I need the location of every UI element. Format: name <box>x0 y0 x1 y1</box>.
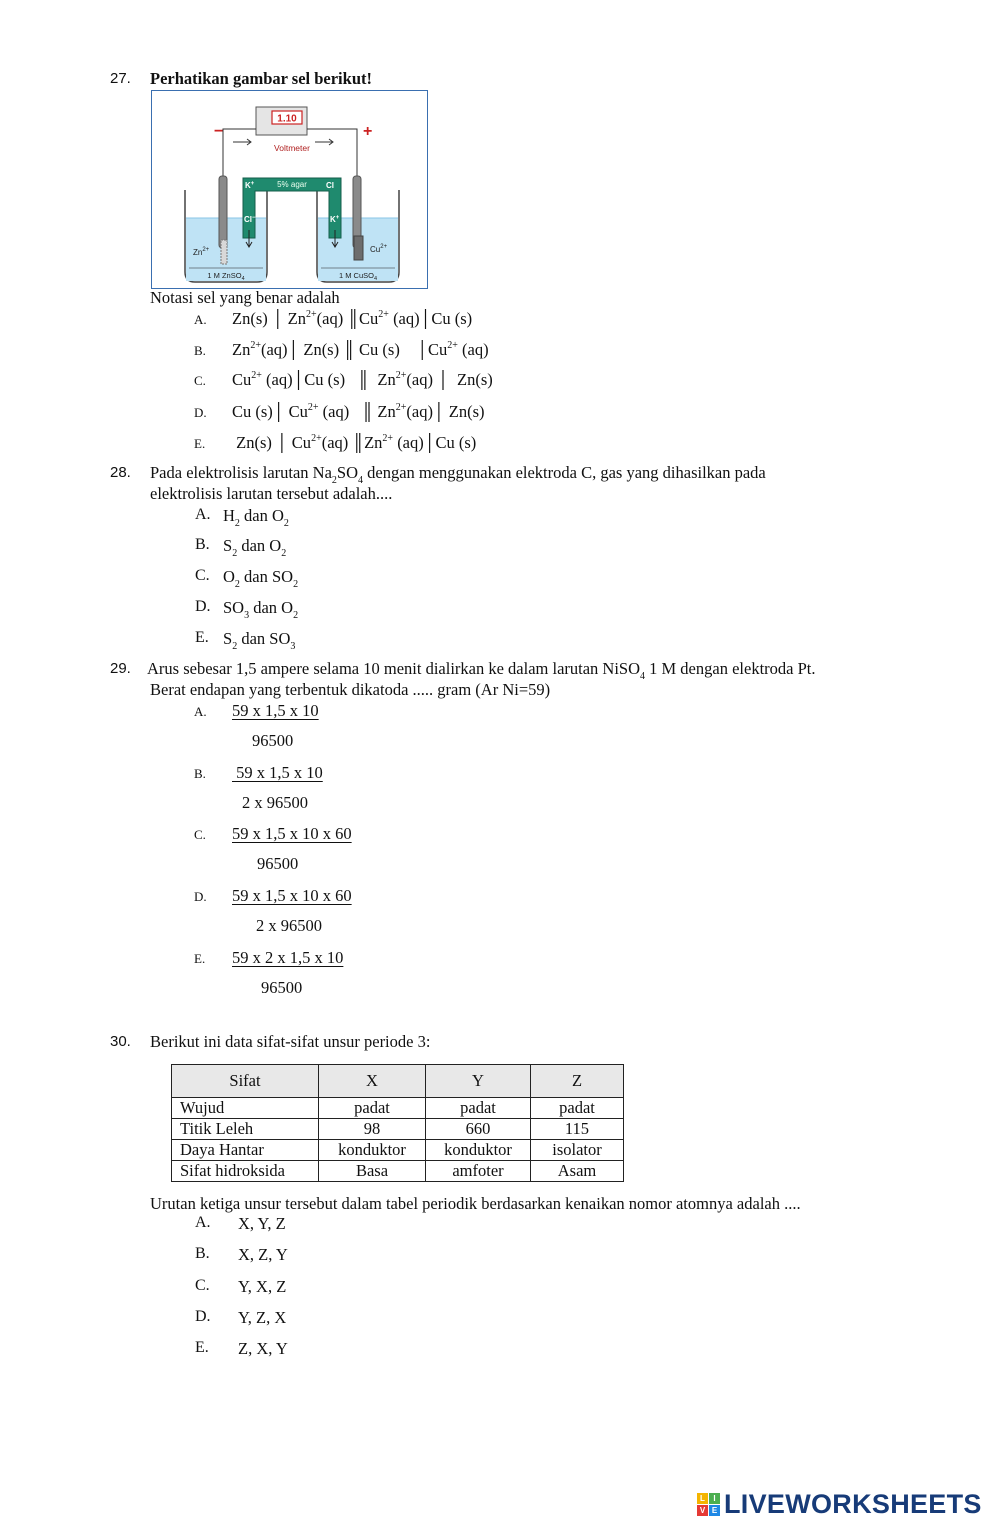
question-text-line: elektrolisis larutan tersebut adalah.... <box>150 484 393 503</box>
table-row <box>172 1140 624 1161</box>
question-prompt: Notasi sel yang benar adalah <box>150 288 340 307</box>
option-text[interactable]: Zn(s) │ $Cu^{2+}(aq)$ $║Zn^{2+}$ (aq)│Cu (s) <box>232 432 477 452</box>
option-letter: E. <box>194 951 206 966</box>
table-cell: Daya Hantar <box>172 1140 319 1161</box>
question-intro: Berikut ini data sifat-sifat unsur periode 3: <box>150 1032 431 1051</box>
option-text[interactable]: $S_2$ dan $SO_3$ <box>223 629 296 653</box>
option-letter: E. <box>194 436 206 451</box>
table-cell: padat <box>319 1098 426 1119</box>
logo-icon-tile: E <box>709 1505 720 1516</box>
option-letter: C. <box>195 1277 210 1294</box>
svg-text:Cl: Cl <box>326 181 334 190</box>
fraction-numerator[interactable]: 59 x 2 x 1,5 x 10 <box>232 948 344 967</box>
option-letter: E. <box>195 1339 209 1356</box>
option-letter: B. <box>195 536 210 553</box>
table-cell: Sifat hidroksida <box>172 1161 319 1182</box>
option-text[interactable]: X, Z, Y <box>238 1245 288 1264</box>
table-row <box>172 1119 624 1140</box>
option-text[interactable]: $S_2$ dan $O_2$ <box>223 536 287 560</box>
option-text[interactable]: Y, Z, X <box>238 1308 287 1327</box>
table-cell: konduktor <box>319 1140 426 1161</box>
fraction-denominator[interactable]: 96500 <box>261 978 303 997</box>
option-text[interactable]: $Cu^{2+}$ (aq)│Cu (s) ║ $Zn^{2+}(aq)$ │ Zn(s) <box>232 369 493 389</box>
svg-text:K+: K+ <box>245 181 255 190</box>
option-letter: A. <box>195 506 211 523</box>
option-letter: B. <box>194 343 206 358</box>
option-letter: D. <box>194 889 207 904</box>
option-letter: D. <box>195 598 211 615</box>
question-number: 27. <box>110 70 131 87</box>
svg-text:Cl−: Cl− <box>244 215 256 224</box>
option-text[interactable]: Y, X, Z <box>238 1277 287 1296</box>
option-text[interactable]: Z, X, Y <box>238 1339 288 1358</box>
question-number: 30. <box>110 1033 131 1050</box>
option-letter: C. <box>195 567 210 584</box>
table-header-cell: X <box>319 1065 426 1098</box>
question-number: 29. <box>110 660 131 677</box>
option-text[interactable]: Zn(s) │ $Zn^{2+}(aq)$ $║Cu^{2+}$ (aq)│Cu (s) <box>232 308 473 328</box>
table-cell: 115 <box>531 1119 624 1140</box>
svg-text:1 M ZnSO4: 1 M ZnSO$_4$ <box>207 271 245 282</box>
fraction-denominator[interactable]: 2 x 96500 <box>242 793 308 812</box>
option-letter: A. <box>194 312 207 327</box>
logo-icon-tile: I <box>709 1493 720 1504</box>
properties-table <box>171 1064 624 1182</box>
table-header-cell: Sifat <box>172 1065 319 1098</box>
option-letter: E. <box>195 629 209 646</box>
option-letter: C. <box>194 827 206 842</box>
table-cell: 98 <box>319 1119 426 1140</box>
question-text-line: Arus sebesar 1,5 ampere selama 10 menit dialirkan ke dalam larutan NiSO$_4$ 1 M dengan elektroda Pt. <box>147 659 816 683</box>
logo-icon <box>697 1493 720 1516</box>
fraction-numerator[interactable]: 59 x 1,5 x 10 x 60 <box>232 886 352 905</box>
table-cell: konduktor <box>426 1140 531 1161</box>
svg-text:Zn2+: $Zn^{2+}$ <box>193 247 210 257</box>
fraction-numerator[interactable]: 59 x 1,5 x 10 <box>232 701 319 720</box>
voltmeter-reading: 1.10 <box>277 113 297 125</box>
question-text: Urutan ketiga unsur tersebut dalam tabel periodik berdasarkan kenaikan nomor atomnya adalah .... <box>150 1194 801 1213</box>
svg-text:K+: K+ <box>330 215 340 224</box>
fraction-denominator[interactable]: 96500 <box>252 731 294 750</box>
option-letter: B. <box>194 766 206 781</box>
table-cell: padat <box>531 1098 624 1119</box>
option-letter: D. <box>195 1308 211 1325</box>
option-text[interactable]: $H_2$ dan $O_2$ <box>223 506 289 530</box>
option-text[interactable]: $Zn^{2+}(aq)│$ Zn(s) ║ Cu (s) $│Cu^{2+}$ (aq) <box>232 339 489 359</box>
table-cell: Titik Leleh <box>172 1119 319 1140</box>
option-text[interactable]: $O_2$ dan $SO_2$ <box>223 567 299 591</box>
minus-sign: − <box>214 123 224 140</box>
option-letter: A. <box>195 1214 211 1231</box>
question-title: Perhatikan gambar sel berikut! <box>150 69 372 88</box>
question-text-line: Berat endapan yang terbentuk dikatoda ..... gram (Ar Ni=59) <box>150 680 551 699</box>
salt-bridge-label: 5% agar <box>277 180 307 189</box>
option-letter: B. <box>195 1245 210 1262</box>
question-number: 28. <box>110 464 131 481</box>
table-cell: isolator <box>531 1140 624 1161</box>
liveworksheets-logo <box>697 1489 982 1520</box>
voltmeter-label: Voltmeter <box>274 143 310 153</box>
fraction-denominator[interactable]: 96500 <box>257 854 299 873</box>
option-letter: A. <box>194 704 207 719</box>
table-cell: Basa <box>319 1161 426 1182</box>
fraction-numerator[interactable]: 59 x 1,5 x 10 <box>232 763 323 782</box>
table-cell: 660 <box>426 1119 531 1140</box>
logo-icon-tile: V <box>697 1505 708 1516</box>
option-text[interactable]: $SO_3$ dan $O_2$ <box>223 598 299 622</box>
electrochemical-cell-figure <box>151 90 428 289</box>
option-text[interactable]: Cu (s)│ $Cu^{2+}$ (aq) ║ $Zn^{2+}(aq)│$ Zn(s) <box>232 401 485 421</box>
fraction-numerator[interactable]: 59 x 1,5 x 10 x 60 <box>232 824 352 843</box>
logo-text: LIVEWORKSHEETS <box>724 1489 982 1519</box>
svg-text:Cu2+: $Cu^{2+}$ <box>370 244 388 254</box>
plus-sign: + <box>363 123 373 140</box>
table-row <box>172 1098 624 1119</box>
question-text-line: Pada elektrolisis larutan $Na_2SO_4$ dengan menggunakan elektroda C, gas yang dihasilkan pada <box>150 463 766 487</box>
table-row <box>172 1161 624 1182</box>
svg-text:1 M CuSO4: 1 M CuSO$_4$ <box>338 271 378 282</box>
table-cell: padat <box>426 1098 531 1119</box>
table-cell: Asam <box>531 1161 624 1182</box>
zinc-electrode <box>219 176 227 248</box>
table-cell: amfoter <box>426 1161 531 1182</box>
table-header-cell: Z <box>531 1065 624 1098</box>
option-letter: D. <box>194 405 207 420</box>
table-cell: Wujud <box>172 1098 319 1119</box>
option-letter: C. <box>194 373 206 388</box>
table-header-cell: Y <box>426 1065 531 1098</box>
fraction-denominator[interactable]: 2 x 96500 <box>256 916 322 935</box>
logo-icon-tile: L <box>697 1493 708 1504</box>
option-text[interactable]: X, Y, Z <box>238 1214 286 1233</box>
